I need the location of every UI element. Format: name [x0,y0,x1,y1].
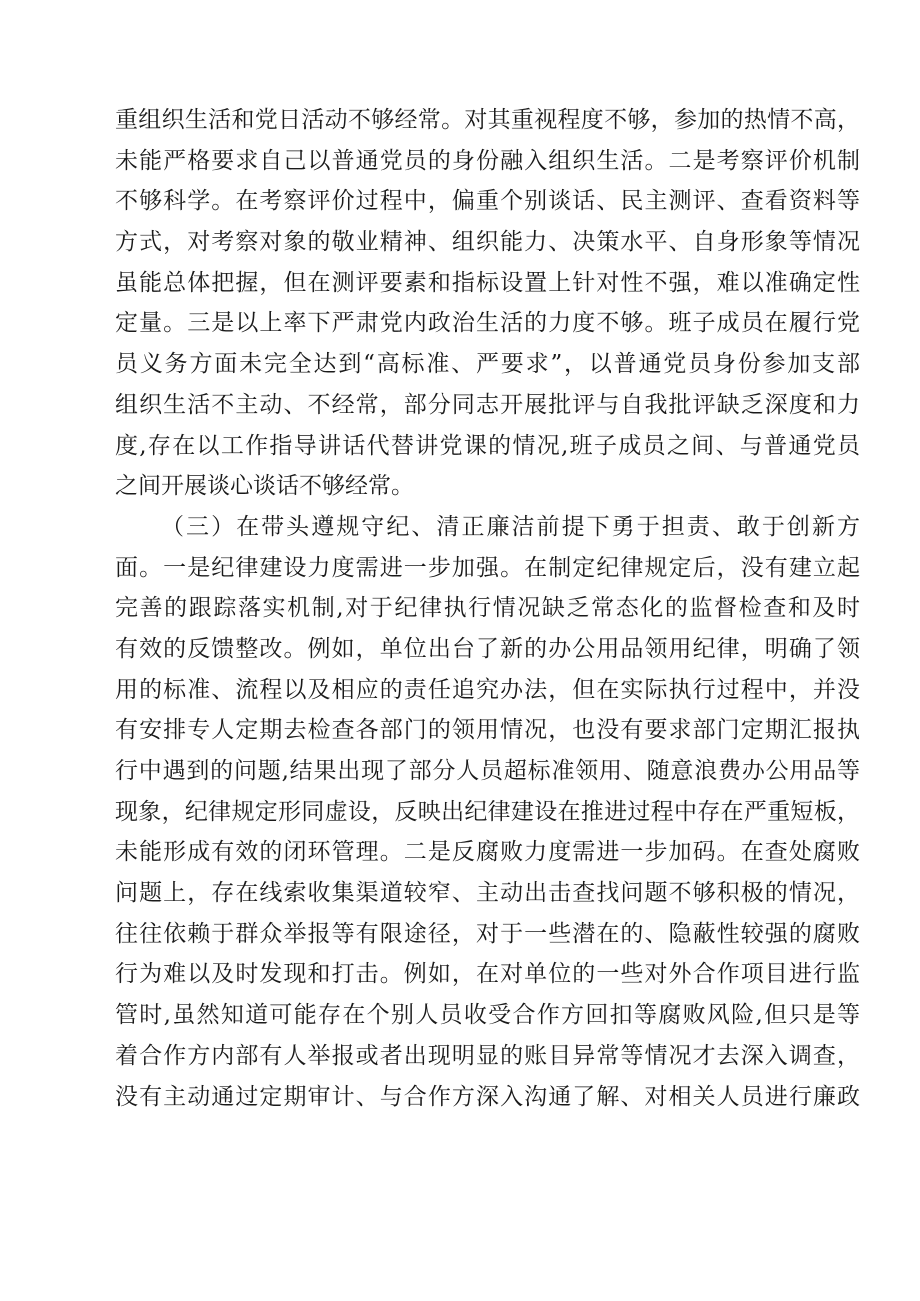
text-line: 用的标准、流程以及相应的责任追究办法，但在实际执行过程中，并没 [115,676,860,703]
text-line: 没有主动通过定期审计、与合作方深入沟通了解、对相关人员进行廉政 [115,1083,860,1110]
text-line: 着合作方内部有人举报或者出现明显的账目异常等情况才去深入调查， [115,1042,860,1069]
paragraph [115,100,860,507]
text-line: 虽能总体把握，但在测评要素和指标设置上针对性不强，难以准确定性 [115,269,860,296]
text-line: 定量。三是以上率下严肃党内政治生活的力度不够。班子成员在履行党 [115,310,860,337]
text-line: 度,存在以工作指导讲话代替讲党课的情况,班子成员之间、与普通党员 [115,432,860,459]
text-line: 员义务方面未完全达到“高标准、严要求”，以普通党员身份参加支部 [115,351,860,378]
text-line: 不够科学。在考察评价过程中，偏重个别谈话、民主测评、查看资料等 [115,188,860,215]
text-line: 未能形成有效的闭环管理。二是反腐败力度需进一步加码。在查处腐败 [115,839,860,866]
text-line: 之间开展谈心谈话不够经常。 [115,473,414,500]
text-line: 行中遇到的问题,结果出现了部分人员超标准领用、随意浪费办公用品等 [115,758,860,784]
document-body [115,100,860,1117]
text-line: 有安排专人定期去检查各部门的领用情况，也没有要求部门定期汇报执 [115,717,860,744]
text-line: （三）在带头遵规守纪、清正廉洁前提下勇于担责、敢于创新方 [161,513,860,540]
text-line: 有效的反馈整改。例如，单位出台了新的办公用品领用纪律，明确了领 [115,635,860,662]
text-line: 完善的跟踪落实机制,对于纪律执行情况缺乏常态化的监督检查和及时 [115,595,860,622]
text-line: 面。一是纪律建设力度需进一步加强。在制定纪律规定后，没有建立起 [115,554,860,581]
text-line: 方式，对考察对象的敬业精神、组织能力、决策水平、自身形象等情况 [115,229,860,256]
text-line: 管时,虽然知道可能存在个别人员收受合作方回扣等腐败风险,但只是等 [115,1002,860,1029]
text-line: 未能严格要求自己以普通党员的身份融入组织生活。二是考察评价机制 [115,147,860,174]
text-line: 问题上，存在线索收集渠道较窄、主动出击查找问题不够积极的情况， [115,880,860,907]
text-line: 往往依赖于群众举报等有限途径，对于一些潜在的、隐蔽性较强的腐败 [115,920,860,947]
text-line: 现象，纪律规定形同虚设，反映出纪律建设在推进过程中存在严重短板， [115,798,860,825]
text-line: 组织生活不主动、不经常，部分同志开展批评与自我批评缺乏深度和力 [115,391,860,418]
text-line: 重组织生活和党日活动不够经常。对其重视程度不够，参加的热情不高， [115,107,860,133]
text-line: 行为难以及时发现和打击。例如，在对单位的一些对外合作项目进行监 [115,961,860,988]
paragraph [115,507,860,1117]
